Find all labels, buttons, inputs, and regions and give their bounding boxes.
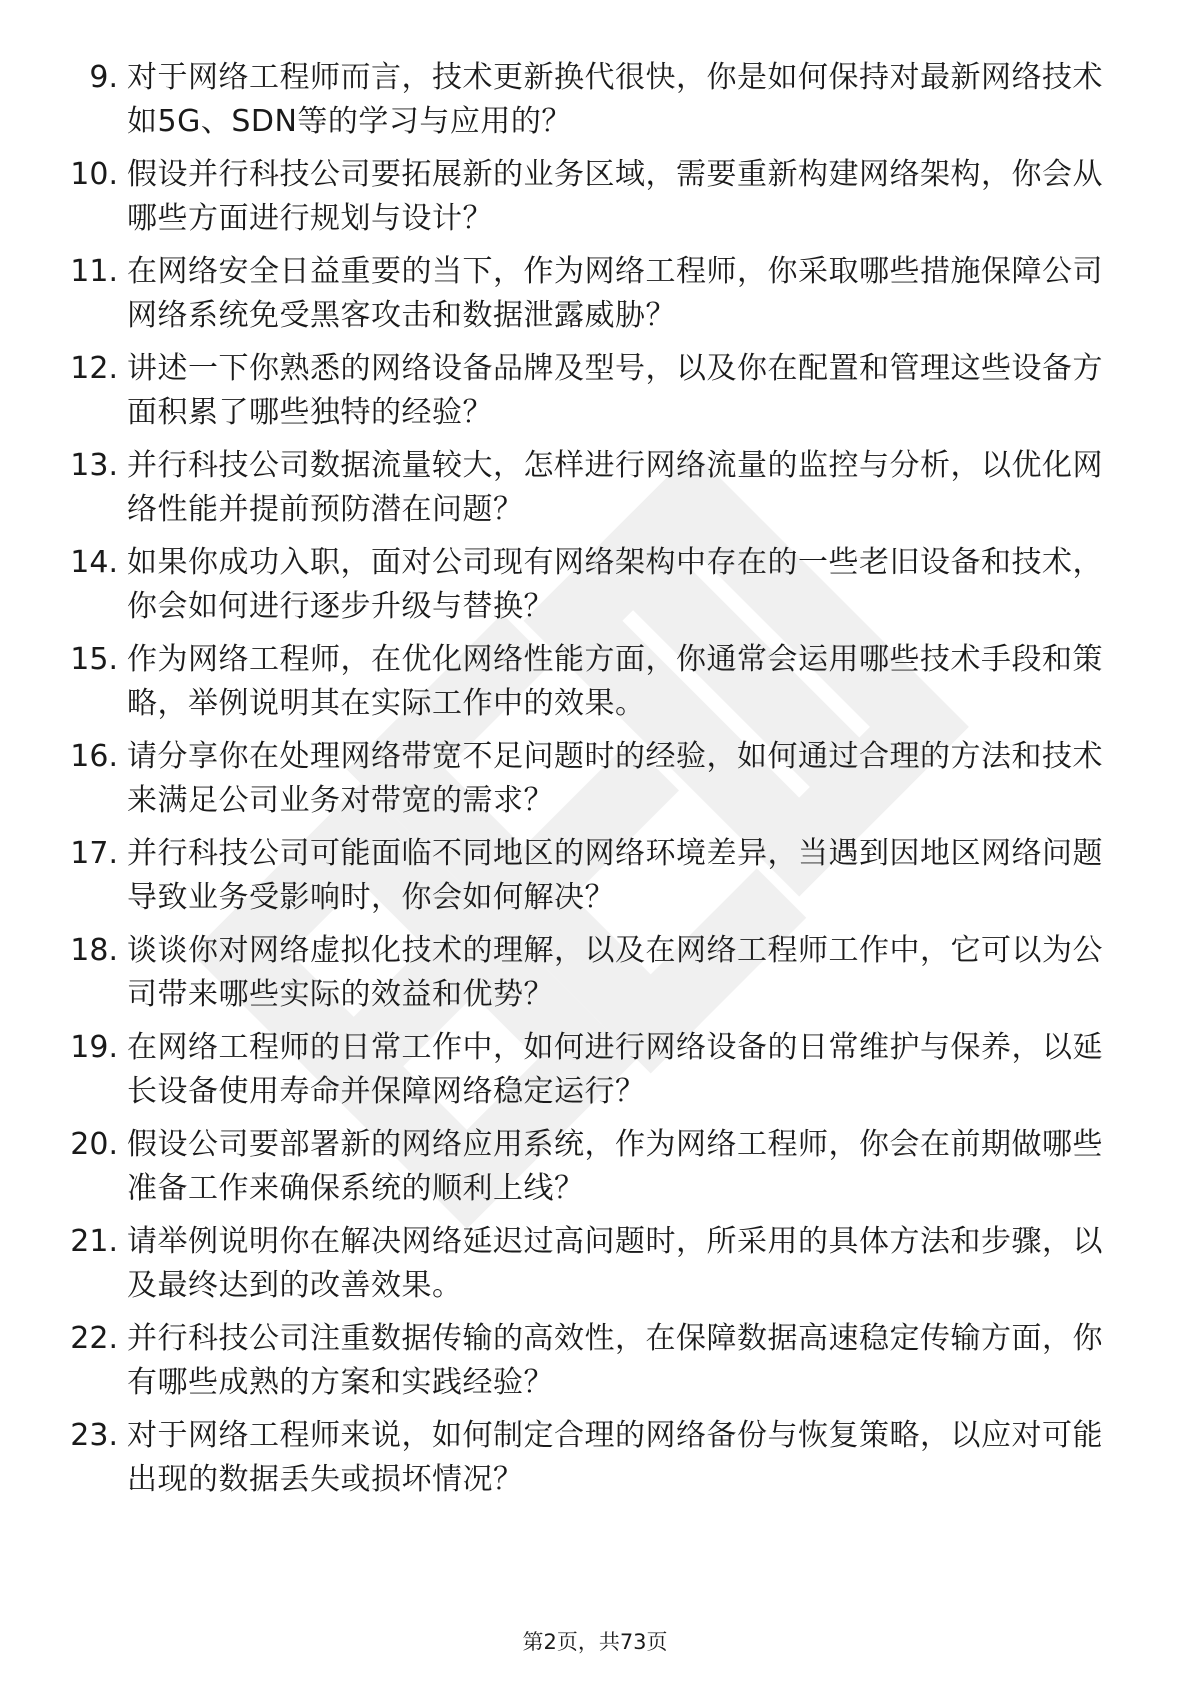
question-number: 22. xyxy=(70,1321,118,1356)
question-list xyxy=(0,56,1190,1511)
question-number: 11. xyxy=(70,254,118,289)
question-text: 讲述一下你熟悉的网络设备品牌及型号，以及你在配置和管理这些设备方面积累了哪些独特的经验？ xyxy=(127,351,1103,430)
question-number: 14. xyxy=(70,545,118,580)
question-item xyxy=(0,638,1190,735)
question-number: 20. xyxy=(70,1127,118,1162)
question-text: 并行科技公司可能面临不同地区的网络环境差异，当遇到因地区网络问题导致业务受影响时，你会如何解决？ xyxy=(127,836,1103,915)
question-text: 假设并行科技公司要拓展新的业务区域，需要重新构建网络架构，你会从哪些方面进行规划与设计？ xyxy=(127,157,1103,236)
question-item xyxy=(0,56,1190,153)
question-item xyxy=(0,347,1190,444)
question-number: 17. xyxy=(70,836,118,871)
question-item xyxy=(0,153,1190,250)
question-text: 请举例说明你在解决网络延迟过高问题时，所采用的具体方法和步骤，以及最终达到的改善效果。 xyxy=(127,1224,1103,1303)
page-number-label: 第2页，共73页 xyxy=(522,1630,668,1654)
question-item xyxy=(0,929,1190,1026)
question-text: 作为网络工程师，在优化网络性能方面，你通常会运用哪些技术手段和策略，举例说明其在实际工作中的效果。 xyxy=(127,642,1103,721)
question-item xyxy=(0,832,1190,929)
question-item xyxy=(0,1317,1190,1414)
question-text: 在网络安全日益重要的当下，作为网络工程师，你采取哪些措施保障公司网络系统免受黑客攻击和数据泄露威胁？ xyxy=(127,254,1103,333)
question-number: 19. xyxy=(70,1030,118,1065)
question-number: 12. xyxy=(70,351,118,386)
page-footer xyxy=(0,1627,1190,1657)
question-number: 21. xyxy=(70,1224,118,1259)
question-text: 对于网络工程师来说，如何制定合理的网络备份与恢复策略，以应对可能出现的数据丢失或损坏情况？ xyxy=(127,1418,1103,1497)
question-item xyxy=(0,735,1190,832)
question-number: 9. xyxy=(89,60,118,95)
question-number: 18. xyxy=(70,933,118,968)
question-text: 在网络工程师的日常工作中，如何进行网络设备的日常维护与保养，以延长设备使用寿命并保障网络稳定运行？ xyxy=(127,1030,1103,1109)
question-item xyxy=(0,1123,1190,1220)
question-item xyxy=(0,444,1190,541)
question-number: 23. xyxy=(70,1418,118,1453)
question-item xyxy=(0,1026,1190,1123)
question-item xyxy=(0,1220,1190,1317)
question-text: 谈谈你对网络虚拟化技术的理解，以及在网络工程师工作中，它可以为公司带来哪些实际的效益和优势？ xyxy=(127,933,1103,1012)
question-text: 并行科技公司注重数据传输的高效性，在保障数据高速稳定传输方面，你有哪些成熟的方案和实践经验？ xyxy=(127,1321,1103,1400)
question-number: 16. xyxy=(70,739,118,774)
question-text: 如果你成功入职，面对公司现有网络架构中存在的一些老旧设备和技术，你会如何进行逐步升级与替换？ xyxy=(127,545,1103,624)
question-item xyxy=(0,250,1190,347)
question-text: 请分享你在处理网络带宽不足问题时的经验，如何通过合理的方法和技术来满足公司业务对带宽的需求？ xyxy=(127,739,1103,818)
question-number: 13. xyxy=(70,448,118,483)
question-text: 并行科技公司数据流量较大，怎样进行网络流量的监控与分析，以优化网络性能并提前预防潜在问题？ xyxy=(127,448,1103,527)
question-item xyxy=(0,1414,1190,1511)
question-text: 假设公司要部署新的网络应用系统，作为网络工程师，你会在前期做哪些准备工作来确保系统的顺利上线？ xyxy=(127,1127,1103,1206)
question-text: 对于网络工程师而言，技术更新换代很快，你是如何保持对最新网络技术如5G、SDN等的学习与应用的？ xyxy=(127,60,1103,139)
question-number: 15. xyxy=(70,642,118,677)
question-number: 10. xyxy=(70,157,118,192)
question-item xyxy=(0,541,1190,638)
